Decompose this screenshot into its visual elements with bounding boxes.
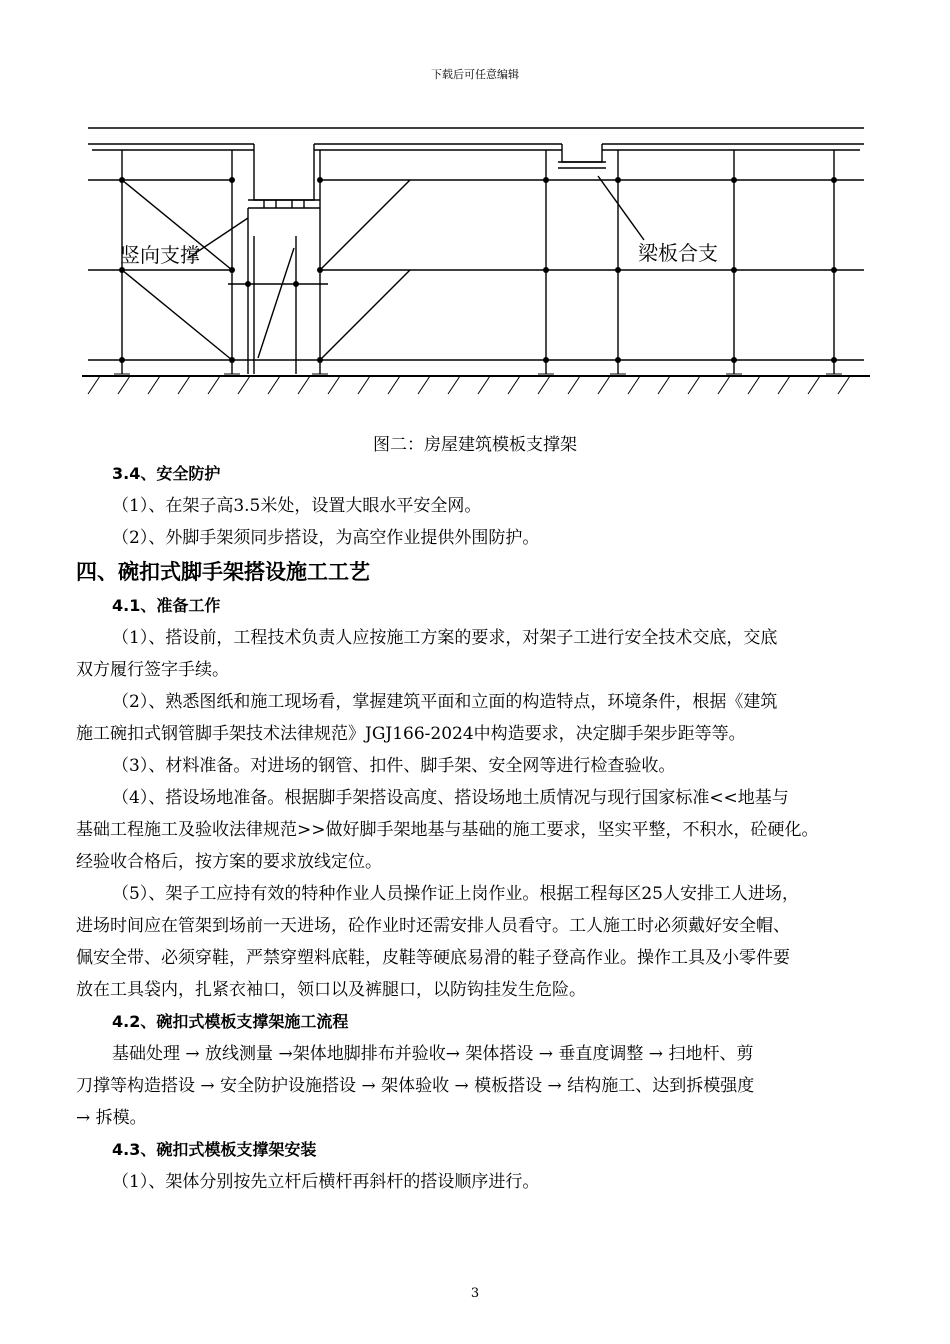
flow-line: 刀撑等构造搭设 → 安全防护设施搭设 → 架体验收 → 模板搭设 → 结构施工、达到拆模强度 [76,1076,755,1096]
section-4-2-title: 4.2、碗扣式模板支撑架施工流程 [112,1012,349,1031]
section-4-heading: 四、碗扣式脚手架搭设施工工艺 [76,560,370,584]
flow-line: 基础处理 → 放线测量 →架体地脚排布并验收→ 架体搭设 → 垂直度调整 → 扫地杆、剪 [112,1044,754,1064]
paragraph-line: 基础工程施工及验收法律规范>>做好脚手架地基与基础的施工要求，坚实平整，不积水，砼硬化。 [76,820,819,840]
document-body [76,458,882,1198]
flow-line: → 拆模。 [76,1108,147,1128]
section-3-4-title: 3.4、安全防护 [112,464,221,483]
label-beam-slab-support: 梁板合支 [638,241,718,265]
section-4-1-title: 4.1、准备工作 [112,596,221,615]
paragraph-line: 进场时间应在管架到场前一天进场，砼作业时还需安排人员看守。工人施工时必须戴好安全帽、 [76,916,790,936]
paragraph-line: 放在工具袋内，扎紧衣袖口，领口以及裤腿口，以防钩挂发生危险。 [76,980,586,1000]
paragraph-line: （1）、架体分别按先立杆后横杆再斜杆的搭设顺序进行。 [112,1172,540,1192]
paragraph-line: 佩安全带、必须穿鞋，严禁穿塑料底鞋，皮鞋等硬底易滑的鞋子登高作业。操作工具及小零件要 [76,948,790,968]
paragraph: （1）、在架子高3.5米处，设置大眼水平安全网。 [112,496,482,516]
section-4-3-title: 4.3、碗扣式模板支撑架安装 [112,1140,317,1159]
paragraph-line: 施工碗扣式钢管脚手架技术法律规范》JGJ166-2024中构造要求，决定脚手架步距等等。 [76,724,746,744]
formwork-support-diagram [78,118,874,414]
paragraph-line: （2）、熟悉图纸和施工现场看，掌握建筑平面和立面的构造特点，环境条件，根据《建筑 [112,692,778,712]
paragraph-line: （3）、材料准备。对进场的钢管、扣件、脚手架、安全网等进行检查验收。 [112,756,676,776]
paragraph-line: （4）、搭设场地准备。根据脚手架搭设高度、搭设场地土质情况与现行国家标准<<地基与 [112,788,789,808]
scaffold-drawing [78,118,874,414]
header-note: 下载后可任意编辑 [431,68,519,81]
paragraph-line: （1）、搭设前，工程技术负责人应按施工方案的要求，对架子工进行安全技术交底，交底 [112,628,778,648]
figure-caption: 图二：房屋建筑模板支撑架 [373,435,577,455]
paragraph-line: （5）、架子工应持有效的特种作业人员操作证上岗作业。根据工程每区25人安排工人进场， [112,884,799,904]
paragraph: （2）、外脚手架须同步搭设，为高空作业提供外围防护。 [112,528,540,548]
paragraph-line: 双方履行签字手续。 [76,660,229,680]
label-vertical-support: 竖向支撑 [120,243,200,267]
page-number: 3 [470,1286,480,1301]
paragraph-line: 经验收合格后，按方案的要求放线定位。 [76,852,382,872]
